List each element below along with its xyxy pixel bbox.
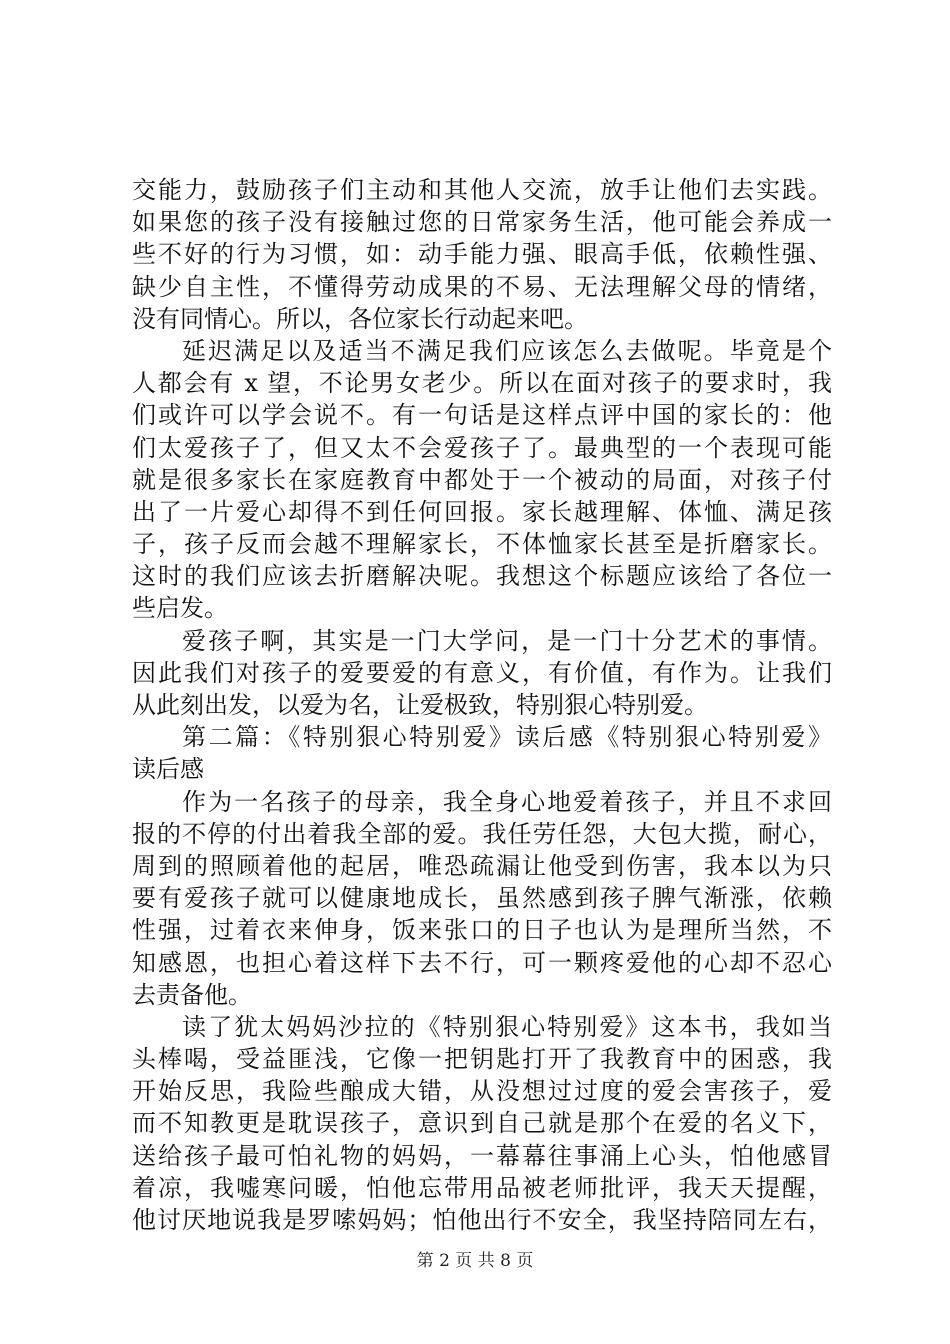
section-heading-line: 读后感 xyxy=(132,755,204,784)
text-line: 知感恩，也担心着这样下去不行，可一颗疼爱他的心却不忍心 xyxy=(132,948,832,977)
text-line: 报的不停的付出着我全部的爱。我任劳任怨，大包大揽，耐心， xyxy=(132,819,832,848)
text-line: 去责备他。 xyxy=(132,980,252,1009)
text-line: 交能力，鼓励孩子们主动和其他人交流，放手让他们去实践。 xyxy=(132,176,832,204)
text-line: 如果您的孩子没有接触过您的日常家务生活，他可能会养成一 xyxy=(132,208,832,237)
text-line: 们或许可以学会说不。有一句话是这样点评中国的家长的：他 xyxy=(132,401,832,430)
text-line: 人都会有 x 望，不论男女老少。所以在面对孩子的要求时，我 xyxy=(132,369,832,398)
paragraph-start-line: 爱孩子啊，其实是一门大学问，是一门十分艺术的事情。 xyxy=(182,626,832,655)
paragraph-start-line: 读了犹太妈妈沙拉的《特别狠心特别爱》这本书，我如当 xyxy=(182,1012,832,1041)
text-line: 缺少自主性，不懂得劳动成果的不易、无法理解父母的情绪， xyxy=(132,272,832,301)
text-line: 这时的我们应该去折磨解决呢。我想这个标题应该给了各位一 xyxy=(132,562,832,591)
text-line: 开始反思，我险些酿成大错，从没想过过度的爱会害孩子，爱 xyxy=(132,1077,832,1106)
text-line: 们太爱孩子了，但又太不会爱孩子了。最典型的一个表现可能 xyxy=(132,433,832,462)
text-line: 着凉，我嘘寒问暖，怕他忘带用品被老师批评，我天天提醒， xyxy=(132,1173,832,1202)
text-line: 就是很多家长在家庭教育中都处于一个被动的局面，对孩子付 xyxy=(132,465,832,494)
text-line: 他讨厌地说我是罗嗦妈妈；怕他出行不安全，我坚持陪同左右， xyxy=(132,1206,832,1234)
text-line: 出了一片爱心却得不到任何回报。家长越理解、体恤、满足孩 xyxy=(132,497,832,526)
document-body xyxy=(132,174,832,1236)
text-line: 周到的照顾着他的起居，唯恐疏漏让他受到伤害，我本以为只 xyxy=(132,851,832,880)
page-number-footer: 第 2 页 共 8 页 xyxy=(416,1251,534,1271)
text-line: 因此我们对孩子的爱要爱的有意义，有价值，有作为。让我们 xyxy=(132,658,832,687)
paragraph-start-line: 作为一名孩子的母亲，我全身心地爱着孩子，并且不求回 xyxy=(182,787,832,816)
text-line: 送给孩子最可怕礼物的妈妈，一幕幕往事涌上心头，怕他感冒 xyxy=(132,1141,832,1170)
text-line: 性强，过着衣来伸身，饭来张口的日子也认为是理所当然，不 xyxy=(132,916,832,945)
text-line: 些不好的行为习惯，如：动手能力强、眼高手低，依赖性强、 xyxy=(132,240,832,269)
text-line: 些启发。 xyxy=(132,594,228,623)
paragraph-start-line: 延迟满足以及适当不满足我们应该怎么去做呢。毕竟是个 xyxy=(182,336,832,365)
text-line: 没有同情心。所以，各位家长行动起来吧。 xyxy=(132,304,588,333)
text-line: 头棒喝，受益匪浅，它像一把钥匙打开了我教育中的困惑，我 xyxy=(132,1045,832,1074)
text-line: 从此刻出发，以爱为名，让爱极致，特别狠心特别爱。 xyxy=(132,691,708,719)
text-line: 要有爱孩子就可以健康地成长，虽然感到孩子脾气渐涨，依赖 xyxy=(132,884,832,913)
section-heading-line: 第二篇：《特别狠心特别爱》读后感《特别狠心特别爱》 xyxy=(182,723,832,752)
text-line: 而不知教更是耽误孩子，意识到自己就是那个在爱的名义下， xyxy=(132,1109,832,1138)
text-line: 子，孩子反而会越不理解家长，不体恤家长甚至是折磨家长。 xyxy=(132,530,832,559)
